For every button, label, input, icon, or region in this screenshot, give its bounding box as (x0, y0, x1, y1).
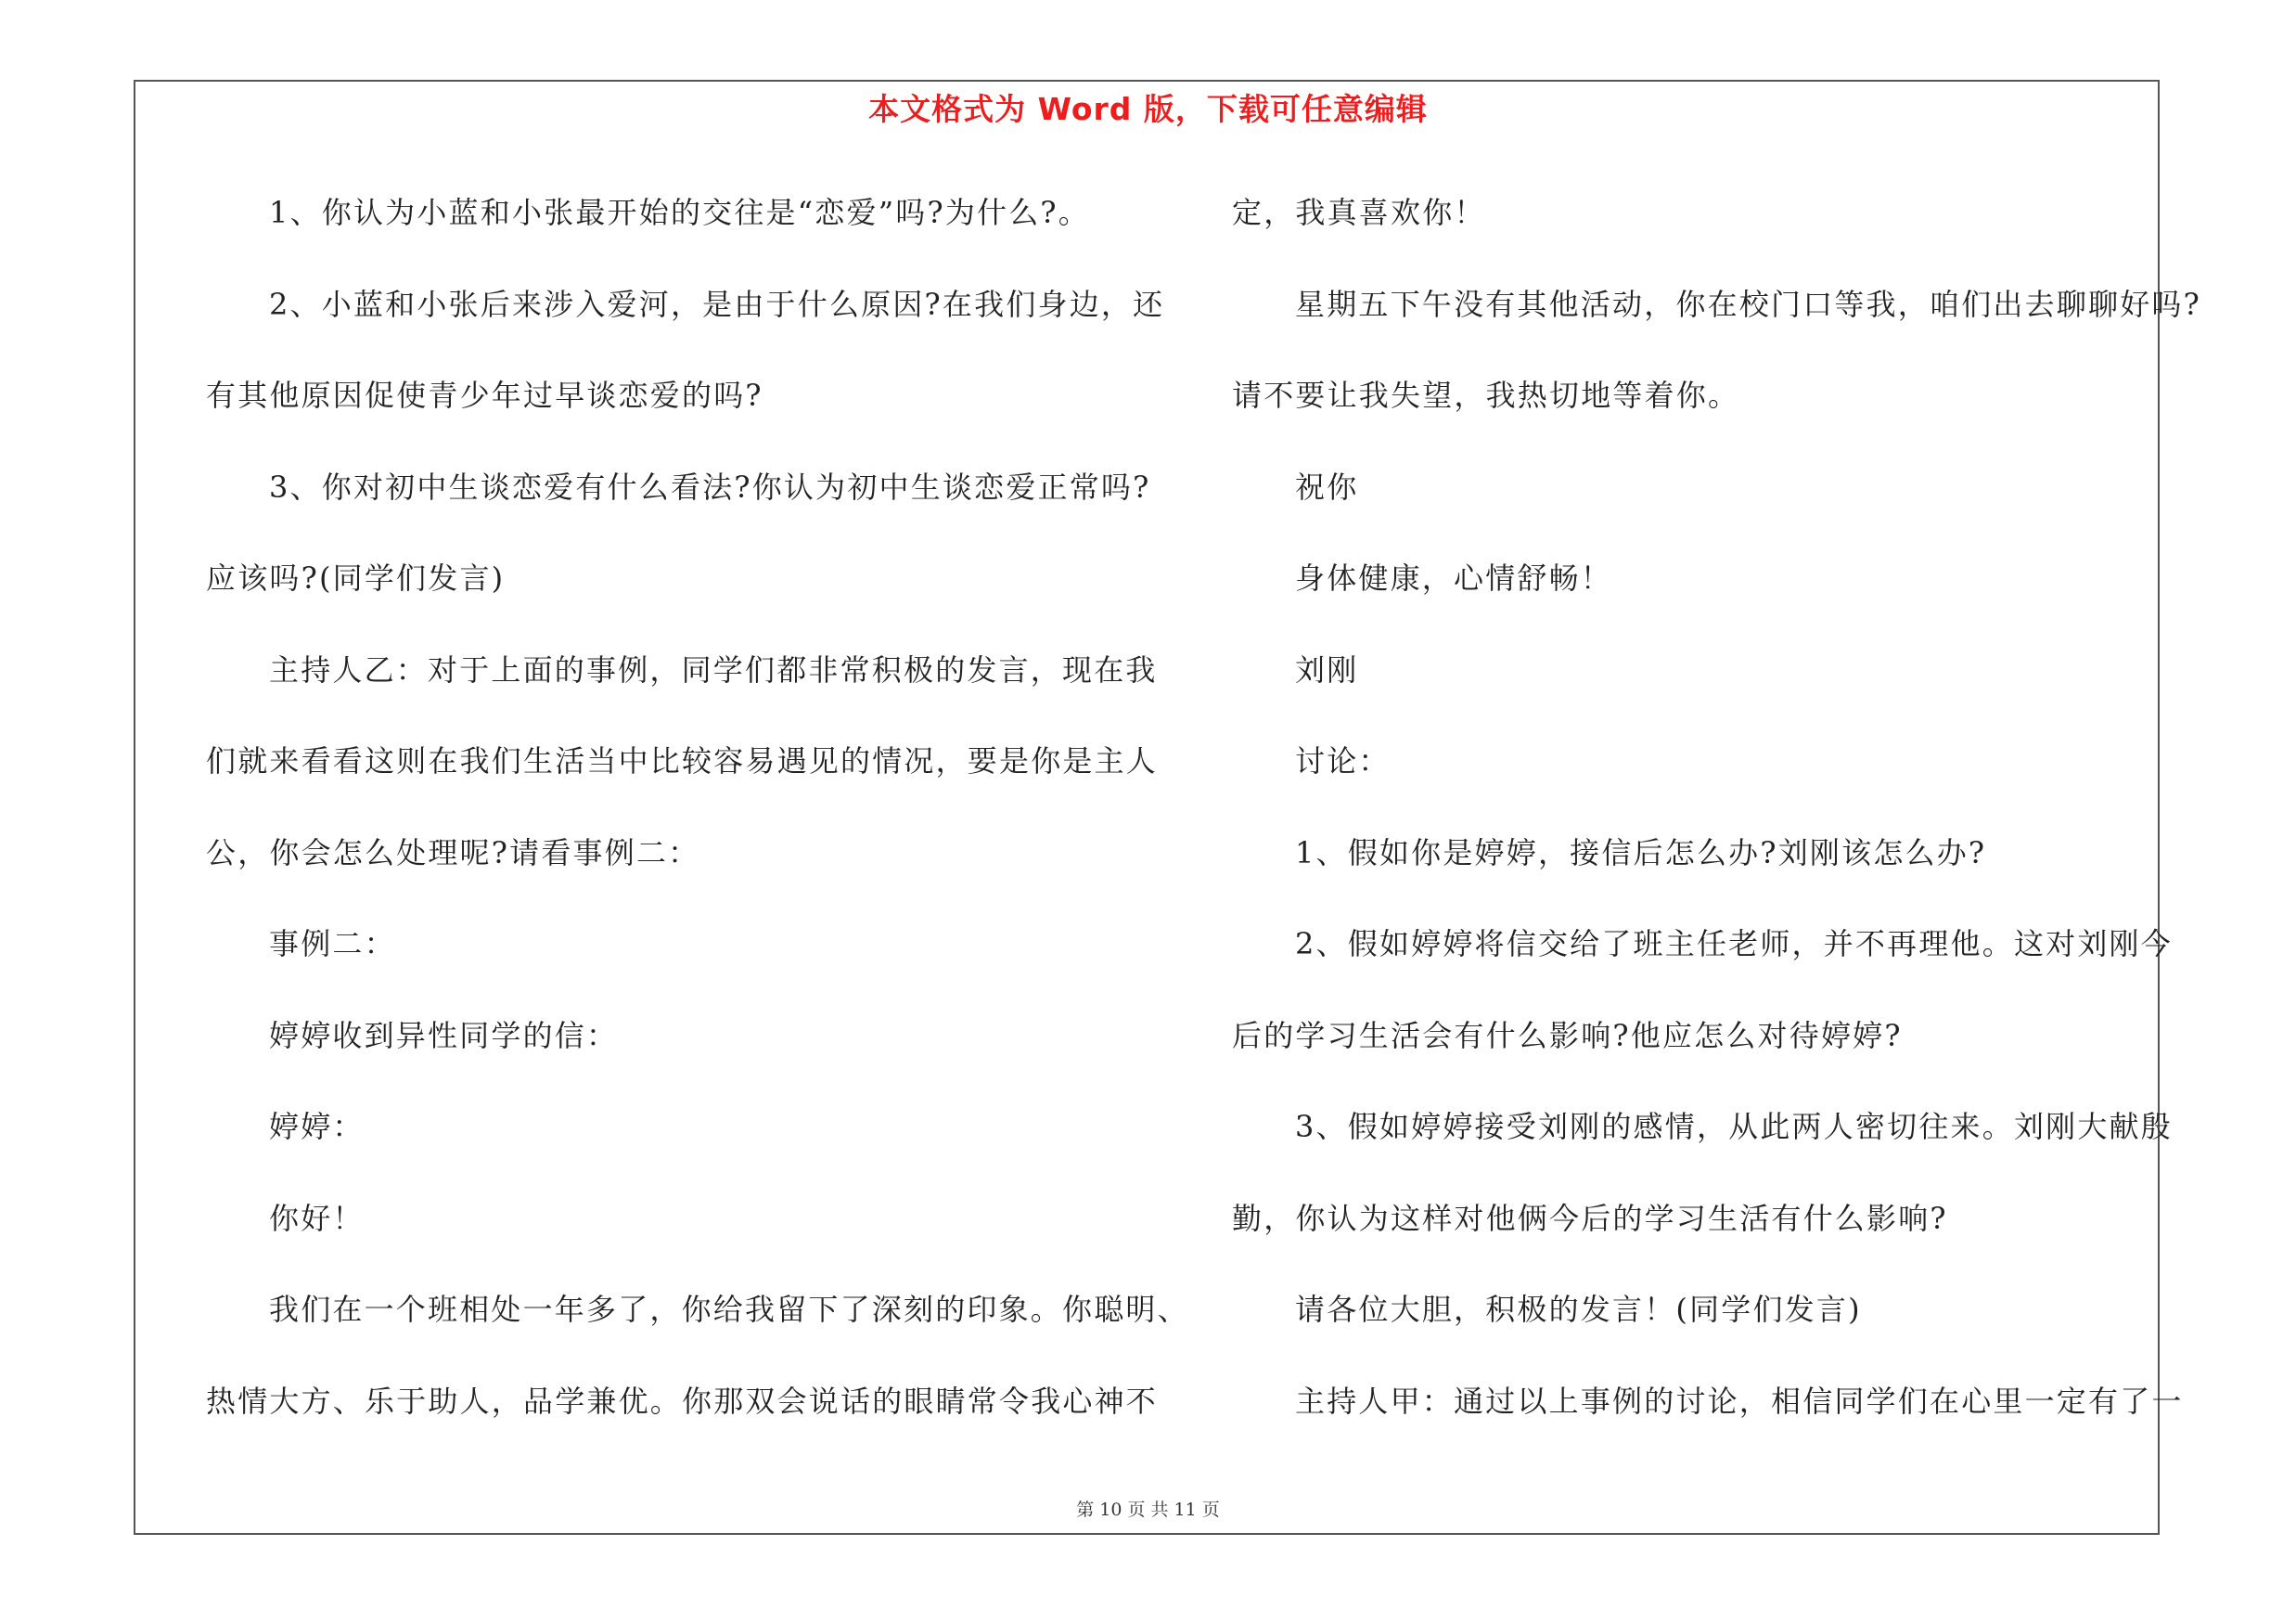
text-line: 应该吗?(同学们发言) (206, 560, 506, 596)
text-line: 事例二： (269, 926, 396, 961)
format-banner: 本文格式为 Word 版，下载可任意编辑 (868, 91, 1428, 127)
text-line: 有其他原因促使青少年过早谈恋爱的吗? (206, 378, 763, 413)
text-line: 请各位大胆，积极的发言！(同学们发言) (1295, 1292, 1862, 1327)
text-line: 主持人甲：通过以上事例的讨论，相信同学们在心里一定有了一 (1295, 1383, 2184, 1419)
text-line: 你好！ (269, 1200, 365, 1236)
text-line: 讨论： (1295, 743, 1391, 779)
right-column (1232, 183, 2201, 1462)
text-line: 请不要让我失望，我热切地等着你。 (1232, 378, 1740, 413)
text-line: 祝你 (1295, 469, 1359, 505)
text-line: 定，我真喜欢你！ (1232, 195, 1486, 230)
text-line: 2、小蓝和小张后来涉入爱河，是由于什么原因?在我们身边，还 (269, 286, 1165, 322)
text-line: 婷婷： (269, 1109, 365, 1144)
page-number-footer: 第 10 页 共 11 页 (1076, 1500, 1220, 1520)
text-line: 身体健康，心情舒畅！ (1295, 560, 1613, 596)
text-line: 后的学习生活会有什么影响?他应怎么对待婷婷? (1232, 1017, 1903, 1053)
text-line: 我们在一个班相处一年多了，你给我留下了深刻的印象。你聪明、 (269, 1292, 1189, 1327)
text-line: 刘刚 (1295, 651, 1359, 688)
text-line: 1、假如你是婷婷，接信后怎么办?刘刚该怎么办? (1295, 834, 1987, 870)
text-line: 婷婷收到异性同学的信： (269, 1017, 619, 1053)
text-line: 主持人乙：对于上面的事例，同学们都非常积极的发言，现在我 (269, 651, 1158, 688)
text-line: 1、你认为小蓝和小张最开始的交往是“恋爱”吗?为什么?。 (269, 195, 1090, 230)
text-line: 星期五下午没有其他活动，你在校门口等我，咱们出去聊聊好吗? (1295, 286, 2201, 322)
left-column (206, 183, 1189, 1462)
text-line: 们就来看看这则在我们生活当中比较容易遇见的情况，要是你是主人 (206, 743, 1159, 779)
text-line: 公，你会怎么处理呢?请看事例二： (206, 834, 700, 870)
text-line: 勤，你认为这样对他俩今后的学习生活有什么影响? (1232, 1200, 1948, 1236)
text-line: 3、假如婷婷接受刘刚的感情，从此两人密切往来。刘刚大献殷 (1295, 1109, 2173, 1144)
text-line: 热情大方、乐于助人，品学兼优。你那双会说话的眼睛常令我心神不 (206, 1383, 1159, 1419)
text-line: 3、你对初中生谈恋爱有什么看法?你认为初中生谈恋爱正常吗? (269, 469, 1151, 505)
text-line: 2、假如婷婷将信交给了班主任老师，并不再理他。这对刘刚今 (1295, 926, 2173, 961)
